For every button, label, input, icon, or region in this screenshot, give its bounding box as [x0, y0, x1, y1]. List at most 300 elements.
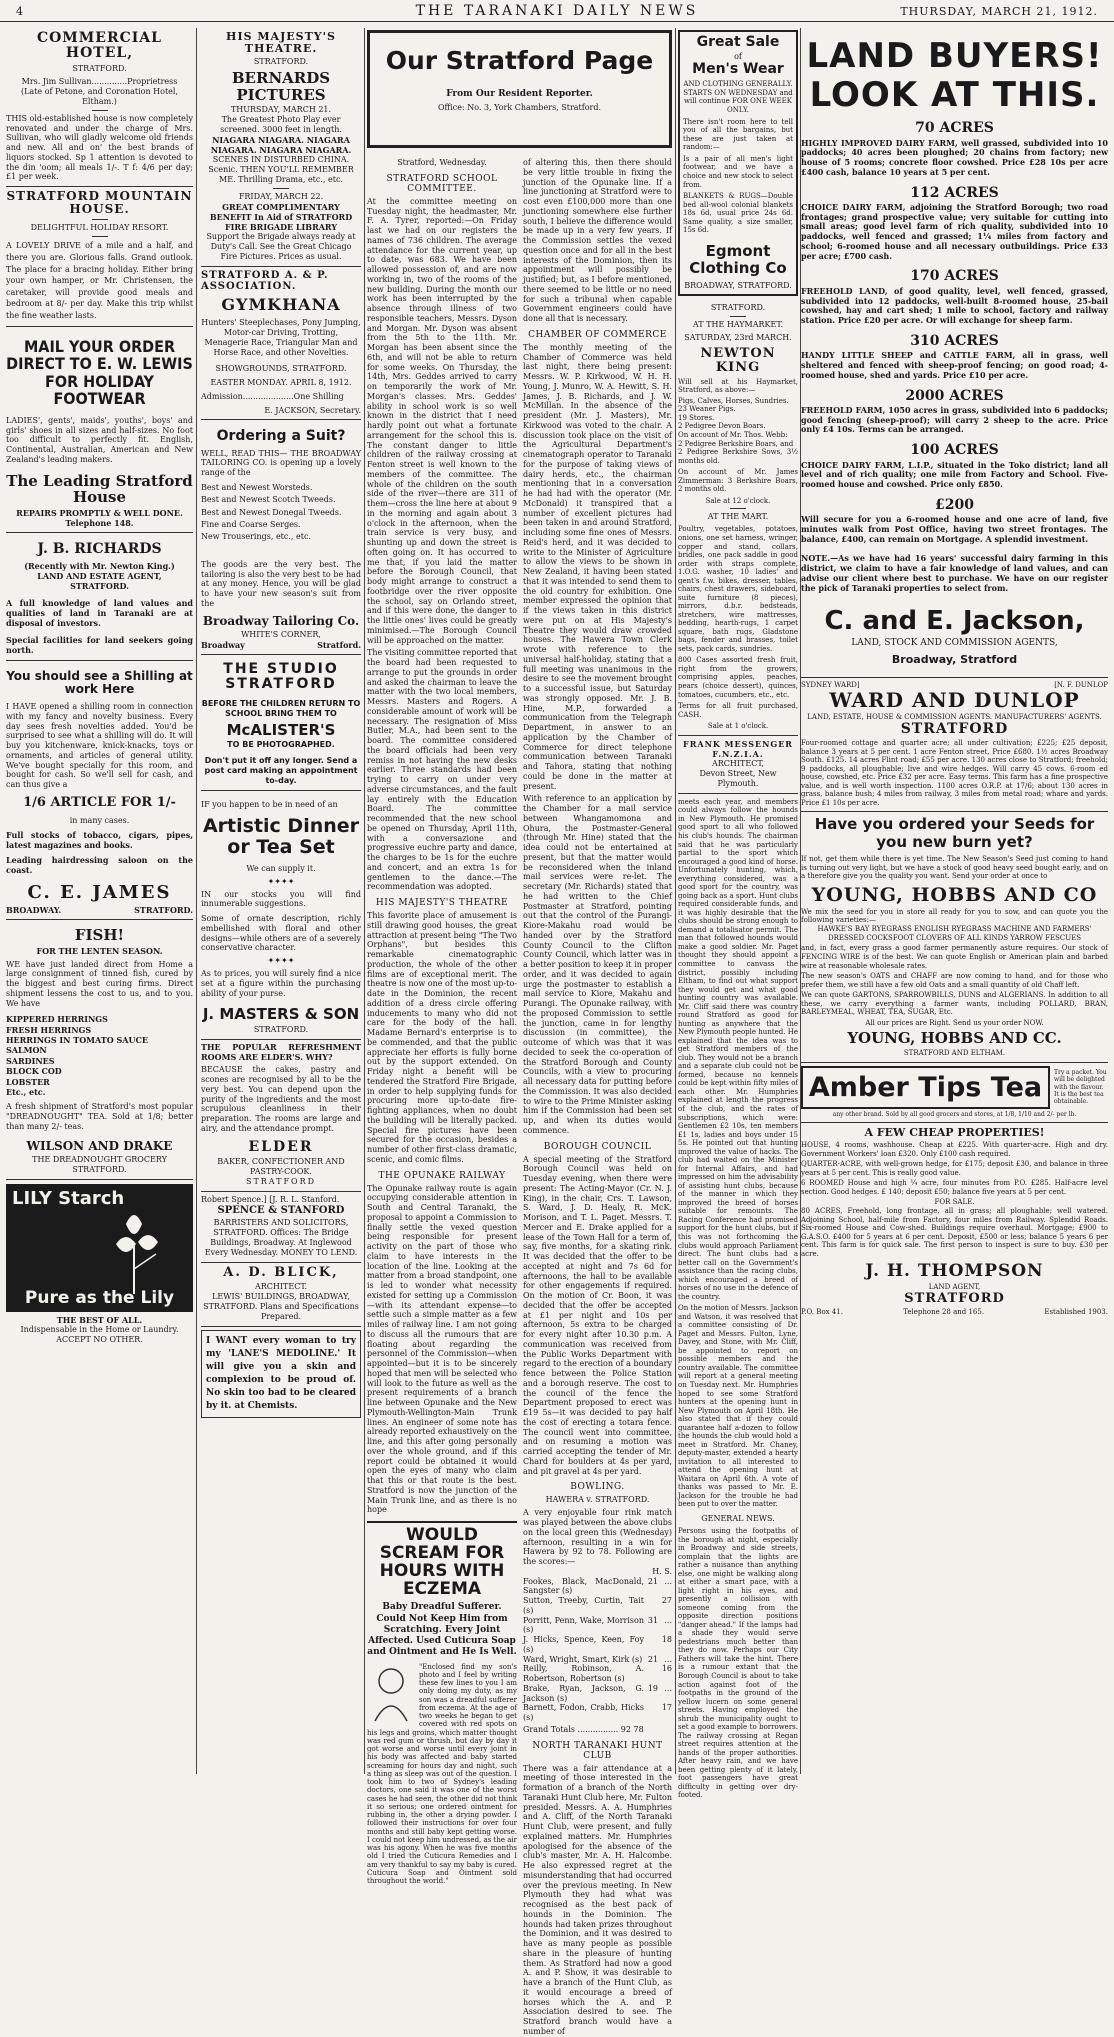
- ad-text: SATURDAY, 23rd MARCH.: [684, 333, 792, 343]
- article-text: At the committee meeting on Tuesday night, the headmaster, Mr. F. A. Tyrer, reported:—On Friday last we had on our registers the names of 736 children. The average attendance for the current year, up to date, was 683. We have been allowed possession of, and are now working in, two of the rooms of the new building. During the month our work has been interrupted by the absence through illness of two responsible teachers, Messrs. Dyson and Morgan. Mr. Dyson was absent from the 5th to the 11th. Mr. Morgan has been absent since the 6th, and will not be able to return for some weeks. On Thursday, the 14th, Mrs. Geddes arrived to carry on temporarily the work of Mr. Morgan's classes. Mrs. Geddes' ability in school work is so well known in the district that I need hardly point out what a fortunate arrangement for the school this is. The constant danger to little children of the railway crossing at Fenton street is well known to the members of the committee. The whole of the children on the south side of the river—there are 311 of them—cross the line here at about 9 in the morning and again about 3 o'clock in the afternoon, when the train service is very busy, and shunting up and down the street is often going on. It has occurred to me that, if you laid the matter before the Borough Council, that body might arrange to construct a footbridge over the river opposite the school, say on Orlando street, and if this were done, the danger to the little ones' lives could be greatly minimised.—The Borough Council will be approached on the matter.: [367, 196, 517, 645]
- ad-title: Broadway Tailoring Co.: [202, 613, 360, 628]
- article-heading: GENERAL NEWS.: [701, 1513, 775, 1523]
- ad-title: STRATFORD MOUNTAIN HOUSE.: [6, 189, 193, 217]
- ad-text: Baby Dreadful Sufferer. Could Not Keep Him from Scratching. Every Joint Affected. Used Cuticura Soap and Ointment and He Is Well.: [367, 1602, 517, 1658]
- ad-text: Don't put it off any longer. Send a post card making an appointment to-day.: [204, 756, 358, 786]
- list-item: Best and Newest Worsteds.: [201, 482, 313, 492]
- ad-text: The goods are the very best. The tailoring is also the very best to be had at any money. Hence, you will be glad to have your new season's suit from the: [201, 559, 361, 608]
- ad-title: J. B. RICHARDS: [37, 540, 162, 557]
- score-h: [644, 1635, 658, 1655]
- ad-text: Poultry, vegetables, potatoes, onions, one set harness, wringer, copper and stand, collars, bridles, one pack saddle in good order with straps complete, 1.O.G. washer, 10 ladies' and gent's f.w. bikes, dresser, tables, chairs, chest drawers, sideboard, suite furniture (8 pieces), mirrors, d.b.r. bedsteads, stretchers, wire mattresses, bedding, hearth-rugs, 1 carpet square, bath rugs, Gladstone bags, fender and brasses, toilet sets, pack cards, sundries.: [678, 525, 798, 653]
- ad-frank-messenger: [678, 736, 798, 794]
- section-subtitle: Office: No. 3, York Chambers, Stratford.: [437, 103, 602, 113]
- ad-text: TO BE PHOTOGRAPHED.: [227, 740, 335, 750]
- ad-elder: [201, 1040, 361, 1192]
- ad-text: CHOICE DAIRY FARM, adjoining the Stratford Borough; two road frontages; grand prospective value; very suitable for cutting into small areas; good level farm of rich quality, subdivided into 10 paddocks, well fenced and grassed; 1¼ miles from factory and school; 6-roomed house and all necessary outbuildings. Price £33 per acre; £700 cash.: [801, 201, 1108, 261]
- ad-location: [201, 640, 361, 650]
- grand-totals: Grand Totals ................ 92 78: [523, 1724, 644, 1734]
- ad-title: Egmont Clothing Co: [689, 241, 787, 277]
- ad-text: IN our stocks you will find innumerable suggestions.: [201, 889, 361, 909]
- ad-title: THE STUDIO STRATFORD: [223, 660, 339, 693]
- bowling-scores: [523, 1577, 672, 1723]
- article-text: With reference to an application by the Chamber for a mail service between Whangamomona and Ohura, the Postmaster-General (through Mr. Hine) stated that the idea could not be entertained at present, but that the matter would be reconsidered when the inland mail services were re-let. The secretary (Mr. Richards) stated that he had written to the Chief Postmaster at Stratford, pointing out that the control of the Purangi-Kiore-Makahu road would be handed over by the Stratford County Council to the Clifton County Council, which latter was in a better position to keep it in proper order, and it was decided to again urge the postmaster to establish a mail service to Kiore, Makahu and Purangi. The Opunake railway, with the proposed Commission to settle the junction, came in for lengthy discussion (in committee), the outcome of which was that it was decided to seek the co-operation of the Stratford Borough and County Councils, with a view to procuring all necessary data for putting before the Commission. It was also decided to wire to the Prime Minister asking him if the Commission had been set up, and when its duties would commence.: [523, 794, 672, 1135]
- ad-text: There isn't room here to tell you of all the bargains, but these are just taken at random:—: [683, 117, 793, 152]
- list-item: Pigs, Calves, Horses, Sundries.: [678, 396, 789, 405]
- fish-list: [6, 1014, 193, 1097]
- score-h: 21: [647, 1576, 658, 1586]
- article-text: A special meeting of the Stratford Borough Council was held on Tuesday evening, when there were present: The Acting-Mayor (Cr. N. J. King), in the chair, Crs. T. Lawson, S. Ward, J. D. Healy, R. McK. Morison, and T. L. Paget. Messrs. T. Mercer and E. Drake applied for a lease of the Town Hall for a term of, say, five months, for a skating rink. It was decided that the offer to be accepted at night and 7s 6d for afternoons, the hall to be available for other engagements if required. On the motion of Cr. Boon, it was decided that the offer be accepted at £1 per night and 10s per afternoon, 5s extra to be charged for every night after 10.30 p.m. A communication was received from the Public Works Department with regard to the erection of a boundary fence between the Police Station and a borough reserve. The cost to the council of the fence the Department proposed to erect was £19 5s—it was decided to pay half the cost of erecting a totara fence. The council went into committee, and on resuming a motion was carried accepting the tender of Mr. Chard for boulders at 4s per yard, and pit gravel at 4s per yard.: [523, 1154, 672, 1476]
- ad-text: SCENES IN DISTURBED CHINA. Scenic. THEN YOU'LL REMEMBER ME. Thrilling Drama, etc., etc.: [208, 155, 354, 185]
- baby-portrait-icon: [367, 1663, 415, 1723]
- ad-text: HOUSE, 4 rooms, washhouse. Cheap at £225. With quarter-acre. High and dry. Government Workers' loan £320. Only £100 cash required.: [801, 1141, 1108, 1158]
- ad-text: Leading hairdressing saloon on the coast.: [6, 854, 193, 875]
- ad-title: YOUNG, HOBBS AND CO: [811, 884, 1098, 906]
- ad-title: Men's Wear: [692, 61, 784, 78]
- ad-text: AT THE HAYMARKET.: [692, 320, 784, 330]
- ad-broadway-tailoring: [201, 420, 361, 655]
- ad-gymkhana: [201, 267, 361, 420]
- ad-text: STRATFORD.: [253, 1024, 309, 1034]
- score-rink: J. Hicks, Spence, Keen, Foy (s): [523, 1635, 644, 1654]
- score-rink: Fookes, Black, MacDonald, Sangster (s): [523, 1576, 644, 1596]
- table-row: [523, 1655, 672, 1665]
- column-5: [801, 28, 1108, 1774]
- ad-text: Devon Street, New Plymouth.: [699, 768, 777, 788]
- article-heading: THE OPUNAKE RAILWAY: [378, 1170, 506, 1181]
- score-rink: Sutton, Treeby, Curtin, Tait (s): [523, 1596, 644, 1615]
- ad-text: HANDY LITTLE SHEEP and CATTLE FARM, all in grass, well sheltered and fenced with sheep-proof fencing; on good road; 4-roomed house, shed and yards. Price £10 per acre.: [801, 350, 1108, 380]
- ad-text: THE BEST OF ALL.: [56, 1314, 143, 1325]
- ad-text: Established 1903.: [1044, 1308, 1108, 1317]
- ad-text: Is a pair of all men's light footwear, and we have a choice and new stock to select from.: [683, 154, 793, 189]
- ad-text: Special facilities for land seekers going north.: [6, 635, 193, 656]
- table-row: [523, 1577, 672, 1597]
- article-heading: BOROUGH COUNCIL: [543, 1141, 652, 1152]
- article-text: The monthly meeting of the Chamber of Commerce was held last night, there being present: Messrs. W. P. Kirkwood, W. H. H. Young, J. Munro, W. A. Hewitt, S. H. James, J. B. Richards, and J. W. McMillan. In the absence of the president (Mr. J. Masters), Mr. Kirkwood was voted to the chair. A discussion took place on the visit of the Agricultural Department's cinematograph operator to Taranaki for the purpose of taking views of dairy herds, etc., the chairman mentioning that in a conversation he had had with the operator (Mr. McDonald) it transpired that a number of excellent pictures had been taken in and around Stratford, including some fine ones of Messrs. Reid's herd, and it was decided to write to the Minister of Agriculture to allow the views to be shown in New Zealand, it having been stated that it was intended to send them to the old country for exhibition. One member expressed the opinion that if the views taken in this district were put on at His Majesty's Theatre they would draw crowded houses. The Hawera Town Clerk wrote with reference to the universal half-holiday, stating that a full meeting was unanimous in the desire to see the movement brought to a successful issue, but Saturday was strongly opposed. Mr. J. B. Hine, M.P., forwarded a communication from the Telegraph Department, in answer to an application by the Chamber of Commerce for direct telephone communication between Taranaki and Tahora, stating that nothing could be done in the matter at present.: [523, 342, 672, 791]
- ad-text: We can quote GARTONS, SPARROWBILLS, DUNS and ALGERIANS. In addition to all these, we carry everything a farmer wants, including POLLARD, BRAN, BARLEYMEAL, WHEAT, TEA, SUGAR, Etc.: [801, 991, 1108, 1017]
- ad-text: Full stocks of tobacco, cigars, pipes, latest magazines and books.: [6, 830, 193, 850]
- ad-text: NOTE.—As we have had 16 years' successful dairy farming in this district, we claim to have a fair knowledge of land values, and can advise our client where best to purchase. We have on our register the pick of Taranaki properties to select from.: [801, 553, 1108, 593]
- ad-text: and, in fact, every grass a good farmer permanently asture requires. Our stock of FENCING WIRE is of the best. We can quote English or American plain and barbed wire at reasonable wholesale rates.: [801, 944, 1108, 970]
- ad-text: All our prices are Right. Send us your order NOW.: [865, 1018, 1044, 1027]
- ad-text: Admission....................One Shilling: [201, 391, 344, 401]
- ad-text: A full knowledge of land values and qualities of land in Taranaki are at disposal of investors.: [6, 598, 193, 628]
- ad-title: Amber Tips Tea: [801, 1066, 1050, 1109]
- ad-text: Telephone 28 and 165.: [903, 1308, 985, 1317]
- ad-lanes-medoline: [201, 1330, 361, 1418]
- ad-text: WHITE'S CORNER,: [241, 629, 321, 639]
- ad-title: STRATFORD: [900, 720, 1009, 737]
- ad-text: STRATFORD.: [70, 581, 129, 592]
- column-1: [6, 28, 193, 1774]
- ad-title: J. H. THOMPSON: [865, 1261, 1044, 1282]
- ad-text: AND CLOTHING GENERALLY. STARTS ON WEDNESDAY and will continue FOR ONE WEEK ONLY.: [683, 79, 793, 115]
- page-number: 4: [16, 5, 24, 18]
- article-text: Persons using the footpaths of the borough at night, especially in Broadway and side streets, complain that the lights are rather a nuisance than anything else, one might be walking along at either a smart pace, with a light right in his eyes, and presently a collision with someone coming from the opposite direction positions "danger ahead." If the lamps had a shade they would serve pedestrians much better than they do now. Perhaps our City Fathers will take the hint. There is a rumour extant that the Borough Council is about to take action against foot of the footpaths in the ground of the yellow lucern on some general streets. Having employed the shrub the municipality ought to set a good example to borrowers. The railway crossing at Regan street requires attention at the hands of the proper authorities. After heavy rain, and we have been getting plenty of it lately, foot passengers have great difficulty in getting over dry-footed.: [678, 1526, 798, 1800]
- score-rink: Brake, Ryan, Jackson, G. Jackson (s): [523, 1683, 644, 1703]
- ad-text: STRATFORD AND ELTHAM.: [903, 1048, 1006, 1057]
- ad-text: THURSDAY, MARCH 21.: [230, 105, 332, 115]
- acreage-heading: 310 ACRES: [910, 332, 999, 349]
- ad-title: YOUNG, HOBBS AND CC.: [847, 1029, 1062, 1048]
- stratford-col-left: [367, 152, 517, 2037]
- list-item: Best and Newest Donegal Tweeds.: [201, 507, 342, 517]
- article-heading: STRATFORD SCHOOL COMMITTEE.: [386, 173, 498, 194]
- ad-title: STRATFORD A. & P. ASSOCIATION.: [201, 270, 329, 293]
- ad-text: BLANKETS & RUGS—Double bed all-wool colonial blankets 18s 6d, usual price 24s 6d. Same quality, a size smaller, 15s 6d.: [683, 192, 793, 235]
- score-h: [644, 1703, 658, 1723]
- suit-list: [201, 482, 361, 544]
- ad-title: FISH!: [74, 926, 125, 945]
- ad-text: I WANT every woman to try my 'LANE'S MEDOLINE.' It will give you a skin and complexion to be proud of. No skin too bad to be cleared by it. at Chemists.: [206, 1336, 356, 1412]
- ad-text: We mix the seed for you in store all ready for you to sow, and can quote you the following varieties:—: [801, 907, 1108, 925]
- list-item: SARDINES: [6, 1055, 55, 1066]
- ad-text: FREEHOLD FARM, 1050 acres in grass, subdivided into 6 paddocks; good fencing (sheep-proof); will carry 2 sheep to the acre. Price only £4 10s. Terms can be arranged.: [801, 404, 1108, 435]
- ad-title: J. MASTERS & SON: [202, 1005, 360, 1024]
- article-text: The visiting committee reported that the board had been requested to arrange to put the grounds in order and asked the chairman to leave the matter with the two local members, Messrs. Masters and Rogers. A considerable amount of work will be necessary. The resignation of Miss Butler, M.A., had been sent to the board. The committee considered the board officials had been very remiss in not having the new desks earlier. Three standards had been trying to carry on under very adverse circumstances, and the fault lay entirely with the Education Board. The committee recommended that the new school be opened on Thursday, April 11th, with a conversazione and progressive euchre party and dance, the charges to be 1s for the euchre and concert, and an extra 1s for gentlemen to the dance.—The recommendation was adopted.: [367, 648, 517, 892]
- ad-title: BERNARDS PICTURES: [231, 69, 331, 104]
- stratford-col-right: [523, 152, 672, 2037]
- amber-row: [801, 1066, 1108, 1109]
- score-h: [644, 1596, 658, 1616]
- score-rink: Reilly, Robinson, A. Robertson, Robertson (s): [523, 1664, 644, 1683]
- ad-text: As to prices, you will surely find a nice set at a figure within the purchasing ability of your purse.: [201, 969, 361, 998]
- ad-text: LADIES', gents', maids', youths', boys' and girls' shoes in all sizes and half-sizes. No foot too difficult to perfectly fit. English, Continental, Australian, American and New Zealand's leading makers.: [6, 415, 193, 464]
- ad-title: 1/6 ARTICLE FOR 1/-: [23, 794, 176, 810]
- ad-text: FRIDAY, MARCH 22.: [238, 192, 324, 202]
- ad-text: I HAVE opened a shilling room in connection with my fancy and novelty business. Every day sees fresh novelties added. You'd be surprised to see what a shilling will do. It will buy you kitchenware, knick-knacks, toys or ornaments, and articles of general utility. We've bought specially for this room, and bought for cash. So we'll sell for cash, and can thus give a: [6, 702, 193, 790]
- ad-ce-james: [6, 661, 193, 920]
- list-item: 19 Stores.: [678, 413, 715, 422]
- ad-text: HIGHLY IMPROVED DAIRY FARM, well grassed, subdivided into 10 paddocks; 40 acres been ploughed; 20 chains from factory; new house of 5 rooms; concrete floor cowshed. Price £28 10s per acre £400 cash, balance 10 years at 5 per cent.: [801, 137, 1108, 177]
- ad-text: LAND AND ESTATE AGENT,: [37, 571, 162, 582]
- score-h: 19: [647, 1683, 658, 1693]
- score-rink: Porritt, Penn, Wake, Morrison (s): [523, 1615, 644, 1635]
- ad-land-buyers: [801, 28, 1108, 678]
- ad-text: STRATFORD.: [253, 57, 309, 67]
- acreage-heading: 2000 ACRES: [905, 387, 1004, 404]
- ad-text: STRATFORD: [245, 1177, 317, 1187]
- list-item: Etc., etc.: [6, 1087, 46, 1098]
- article-text: meets each year, and members could always follow the hounds in New Plymouth. He promised good sport to all who followed his club's hounds. The chairman said that he was particularly partial to the sport which encouraged a good kind of horse. Unfortunately hunting, which, everything considered, was a good sport for the country, was going back as a sport. Hunt clubs required considerable funds, and it was highly desirable that the clubs should be strong enough to demand a totalisator permit. The man that followed hounds would make a good soldier. Mr. Paget thought they should appoint a committee to canvass the district, possibly including Eltham, to find out what support they would get and what good hunting country was available. Mr. Cliff said there was country round Stratford as good for hunting as anywhere that the New Plymouth people hunted. He explained that the idea was to get Stratford members of the club. They would not be a branch and a separate club could not be formed, because no kennels could be kept within fifty miles of each other. Mr. Humphries explained at length the progress of the club, and the rates of subscriptions, which were: Gentlemen £2 10s, ten members £1 1s, ladies and boys under 15 5s. He pointed out that hunting improved the value of hacks. The club had waited on the Minister for Internal Affairs, and had impressed on him the advisability of assisting hunt clubs, because of the manner in which they improved the breed of horses suitable for remounts. The Racing Conference had promised support for the hunt clubs, but if this was not forthcoming the clubs would approach Parliament direct. The hunt clubs had a better call on the Government's assistance than the racing clubs, which encouraged a breed of horses of no use in the defence of the country.: [678, 797, 798, 1301]
- ad-text: FOR THE LENTEN SEASON.: [36, 945, 163, 956]
- ad-great-sale: [678, 30, 798, 296]
- ad-text: LAND, STOCK AND COMMISSION AGENTS,: [851, 638, 1058, 649]
- ad-text: Support the Brigade always ready at Duty's Call. See the Great Chicago Fire Pictures. Prices as usual.: [206, 232, 356, 262]
- score-s: ...: [664, 1615, 672, 1625]
- score-s: ...: [664, 1576, 672, 1586]
- ad-text: STRATFORD.: [72, 1164, 127, 1174]
- ad-text: Will secure for you a 6-roomed house and one acre of land, five minutes walk from Post Office, having two street frontages. The balance, £400, can remain on Mortgage. A splendid investment.: [801, 514, 1108, 544]
- ad-text: BEFORE THE CHILDREN RETURN TO SCHOOL BRING THEM TO: [201, 698, 361, 718]
- ad-text: IF you happen to be in need of an: [201, 800, 338, 810]
- ad-text: of: [734, 52, 742, 62]
- ad-text: Terms for all fruit purchased, CASH.: [678, 702, 798, 719]
- article-text: This favorite place of amusement is still drawing good houses, the great attraction at present being "The Two Orphans", but besides this remarkable cinematographic production, the whole of the other films are of exceptional merit. The theatre is now one of the most up-to-date in the Dominion, the recent addition of a dress circle offering inducements to many who did not care for the body of the hall. Madame Bernard's enterprise is to be commended, and that the public appreciate her efforts is fully borne out by the support extended. On Friday night a benefit will be tendered the Stratford Fire Brigade, in order to help supplying funds for procuring more up-to-date fire-fighting appliances, when no doubt the building will be literally packed. Special fire pictures have been secured for the occasion, besides a number of other first-class dramatic, scenic, and comic films.: [367, 911, 517, 1164]
- list-item: FRESH HERRINGS: [6, 1024, 92, 1035]
- list-item: 2 Pedigree Berkshire Boars, and: [678, 439, 794, 448]
- article-text: There was a fair attendance at a meeting of those interested in the formation of a branch of the North Taranaki Hunt Club here, Mr. Fulton presided. Messrs. A. A. Humphries and A. Cliff, of the North Taranaki Hunt Club, were present, and fully explained matters. Mr. Humphries apologised for the absence of the club's master, Mr. A. H. Halcombe. He also expressed regret at the misunderstanding that had occurred over the previous meeting. In New Plymouth they had what was recognised as the best pack of hounds in the Dominion. The hounds had taken prizes throughout the Dominion, and it was desired to have as many people as possible share in the pleasure of hunting them. As Stratford had now a good A. and P. Show, it was desirable to have a branch of the Hunt Club, as it would encourage a breed of horses which the A. and P. Association desired to see. The Stratford branch would have a number of: [523, 1763, 672, 2036]
- ad-cuticura: [367, 1521, 517, 1885]
- ad-text: SHOWGROUNDS, STRATFORD.: [215, 363, 347, 373]
- section-subtitle: From Our Resident Reporter.: [446, 89, 593, 99]
- acreage-heading: £200: [935, 496, 974, 513]
- ad-his-majestys-theatre: [201, 28, 361, 267]
- ad-title: LILY Starch: [12, 1187, 125, 1209]
- ad-text: ARCHITECT.: [254, 1282, 308, 1292]
- ad-title: Artistic Dinner or Tea Set: [202, 814, 360, 858]
- stratford-page-banner: [367, 30, 672, 148]
- divider: [730, 316, 746, 317]
- ad-text: Robert Spence.] [J. R. L. Stanford.: [201, 1195, 340, 1205]
- ad-title: GYMKHANA: [221, 295, 341, 315]
- article-heading: HIS MAJESTY'S THEATRE: [375, 898, 509, 908]
- list-item: LOBSTER: [6, 1076, 50, 1087]
- ad-text: THE DREADNOUGHT GROCERY: [32, 1154, 167, 1164]
- ad-young-hobbs: [801, 812, 1108, 1062]
- score-s: 18: [661, 1635, 672, 1644]
- table-row: [523, 1596, 672, 1616]
- ad-mountain-house: [6, 187, 193, 327]
- ad-title: SPENCE & STANFORD: [217, 1204, 345, 1216]
- ad-title: C. and E. Jackson,: [824, 606, 1085, 637]
- list-item: KIPPERED HERRINGS: [6, 1014, 108, 1025]
- ad-text: BAKER, CONFECTIONER AND PASTRY-COOK.: [217, 1157, 345, 1177]
- ad-text: AT THE MART.: [707, 512, 769, 522]
- ornament: ✦✦✦✦: [267, 876, 295, 886]
- ad-text: WE have just landed direct from Home a large consignment of tinned fish, cured by the biggest and best curing firms. Direct shipment lessens the cost to us, and to you. We have: [6, 959, 193, 1008]
- divider: [92, 219, 108, 220]
- article-heading: BOWLING.: [570, 1482, 625, 1493]
- ad-location: [6, 905, 193, 915]
- ad-text: NIAGARA NIAGARA. NIAGARA NIAGARA. NIAGARA NIAGARA.: [210, 135, 352, 156]
- ad-text: [N. F. DUNLOP: [1054, 681, 1108, 690]
- ad-text: STRATFORD.: [72, 63, 127, 73]
- score-s: 27: [661, 1596, 672, 1605]
- table-row: [523, 1635, 672, 1655]
- ad-jh-thompson: [801, 1127, 1108, 1316]
- article-text: The Opunake railway route is again occupying considerable attention in South and Central Taranaki, the proposal to appoint a Commission to finally settle the vexed question being responsible for present activity on the part of those who claim to have interests in the location of the line. Looking at the matter from a broad standpoint, one is led to wonder what necessity existed for setting up a Commission—with its attendant expense—to settle such a simple matter as a few miles of railway line. I am not going to discuss all the rumours that are floating about regarding the personnel of the Commission—when appointed—but it is to be sincerely hoped that men will be selected who will look to the future as well as the present requirements of a branch line between Opunake and the New Plymouth-Wellington-Main Trunk lines. An engineer of some note has already reported exhaustively on the line, and this after going personally over the whole ground, and if this report could be obtained it would open the eyes of many who claim that this or that route is the best. Stratford is now the junction of the Main Trunk line, and as there is no hope: [367, 1183, 517, 1515]
- acreage-heading: 70 ACRES: [915, 120, 994, 137]
- article-text: A very enjoyable four rink match was played between the above clubs on the local green this (Wednesday) afternoon, resulting in a win for Hawera by 92 to 78. Following are the scores:—: [523, 1508, 672, 1566]
- table-row: [523, 1616, 672, 1636]
- list-item: BLOCK COD: [6, 1066, 62, 1077]
- ornament: ✦✦✦✦: [267, 956, 295, 966]
- list-item: 2 Pedigree Berkshire Sows, 3½ months old.: [678, 448, 798, 465]
- score-s: 17: [661, 1703, 672, 1713]
- newspaper-title: THE TARANAKI DAILY NEWS: [415, 3, 699, 19]
- ad-commercial-hotel: [6, 28, 193, 187]
- masthead: [0, 0, 1114, 22]
- ad-text: "Enclosed find my son's photo and I feel by writing these few lines to you I am only doing my duty, as my son was a dreadful sufferer from eczema. At the age of two weeks he began to get covered with red spots on his legs and groins, which matter thought was red gum or thrush, but day by day it got worse and worse until every joint in his body was affected and baby started screaming for hours day and night, such a thing as sleep was out of the question. I took him to two of Sydney's leading doctors, one said it was one of the worst cases he had seen, the other did not think it so serious; one ordered ointment for rubbing in, the other a drying powder. I followed their instructions for over four months and still baby kept getting worse. I could not keep him undressed, as the air was his agony. When he was five months old I tried the Cuticura Remedies and I am very thankful to say my baby is cured. Cuticura Soap and Ointment sold throughout the world.": [367, 1662, 517, 1886]
- acreage-heading: 100 ACRES: [910, 442, 999, 459]
- ad-text: Indispensable in the Home or Laundry. ACCEPT NO OTHER.: [20, 1324, 179, 1344]
- ad-text: STRATFORD.: [710, 303, 766, 313]
- section-title: Our Stratford Page: [385, 46, 654, 75]
- score-s: 16: [661, 1664, 672, 1674]
- lily-illustration: [6, 1184, 193, 1312]
- list-item: 2 Pedigree Devon Boars.: [678, 422, 766, 431]
- ad-title: The Leading Stratford House: [6, 471, 193, 507]
- ad-text: HAWKE'S BAY RYEGRASS ENGLISH RYEGRASS MACHINE AND FARMERS' DRESSED COCKSFOOT CLOVERS OF ALL KINDS YARROW FESCUES: [817, 924, 1092, 942]
- ad-text: FREEHOLD LAND, of good quality, level, well fenced, grassed, subdivided into 12 paddocks, well-built 8-roomed house, 25-bail cowshed, hay and cart shed; 1 mile to school, factory and railway station. Price £20 per acre. Or will exchange for sheep farm.: [801, 285, 1108, 326]
- ad-text: A LOVELY DRIVE of a mile and a half, and there you are. Glorious falls. Grand outlook. The place for a bracing holiday. Either bring your own hamper, or Mr. Christensen, the caretaker, will provide good meals and bedroom at 8/- per day. Make this trip whilst the fine weather lasts.: [6, 241, 193, 320]
- score-h: [644, 1664, 658, 1684]
- ad-text: A fresh shipment of Stratford's most popular "DREADNOUGHT" TEA. Sold at 1/8; better than many 2/- teas.: [6, 1102, 193, 1131]
- ad-text: THIS old-established house is now completely renovated and under the charge of Mrs. Sullivan, who will gladly welcome old friends and new. All and on' the best brands of liquors stocked. Sp 1 attention is devoted to the din 'oom; all meals 1/-. T f: 4/6 per day; £1 per week.: [6, 113, 193, 182]
- ad-text: BROADWAY.: [6, 905, 62, 916]
- ad-title: COMMERCIAL HOTEL,: [36, 30, 163, 62]
- ad-text: GREAT COMPLIMENTARY BENEFIT In Aid of STRATFORD FIRE BRIGADE LIBRARY: [209, 202, 353, 233]
- list-item: On account of Mr. Thos. Webb:: [678, 430, 788, 439]
- divider: [92, 236, 108, 237]
- ad-text: The new season's OATS and CHAFF are now coming to hand, and for those who prefer them, we still have a few old Oats and a small quantity of old Chaff left.: [801, 972, 1108, 989]
- table-row: [523, 1684, 672, 1704]
- dateline: Stratford, Wednesday.: [397, 158, 487, 167]
- score-h: 21: [647, 1654, 658, 1664]
- ad-text: Some of ornate description, richly embellished with floral and other designs—while others are of a severely conservative character.: [201, 914, 361, 953]
- ad-text: Sale at 12 o'clock.: [705, 496, 771, 505]
- list-item: New Trouserings, etc., etc.: [201, 532, 311, 542]
- article-heading: NORTH TARANAKI HUNT CLUB: [532, 1740, 663, 1761]
- ad-text: LEWIS' BUILDINGS, BROADWAY, STRATFORD. Plans and Specifications Prepared.: [203, 1292, 359, 1322]
- ad-text: Telephone 148.: [65, 517, 134, 528]
- ad-text: The Greatest Photo Play ever screened. 3000 feet in length.: [220, 115, 342, 135]
- ad-text: Try a packet. You will be delighted with the flavour. It is the best tea obtainable.: [1054, 1069, 1107, 1105]
- ad-title: You should see a Shilling at work Here: [6, 668, 193, 697]
- ad-text: Sale at 1 o'clock.: [707, 722, 769, 731]
- list-item: SALMON: [6, 1045, 47, 1056]
- column-4: [678, 28, 798, 1800]
- ad-title: McALISTER'S: [226, 720, 336, 739]
- ad-text: 80 ACRES, Freehold, long frontage, all in grass; all ploughable; well watered. Adjoining School, half-mile from Factory, four miles from Railway. Splendid Roads. Six-roomed House and Cow-shed. Buildings require overhaul. Mortgage; £900 to G.A.S.O. £400 for 5 years at 6 per cent. Deposit, £500 or less; balance 5 years 6 per cent. This farm is for quick sale. The first person to inspect is sure to buy. £30 per acre.: [801, 1207, 1108, 1258]
- column-rule: [364, 28, 365, 1774]
- score-header: H. S.: [652, 1566, 672, 1576]
- ad-ew-lewis: [6, 327, 193, 533]
- ad-slogan: Pure as the Lily: [24, 1287, 175, 1308]
- ad-title: FRANK MESSENGER F.N.Z.I.A.: [683, 738, 793, 759]
- divider: [92, 110, 108, 111]
- ad-text: 6 ROOMED House and high ¼ acre, four minutes from P.O. £285. Half-acre level section. Good hedges. £ 140; deposit £50; balance five years at 5 per cent.: [801, 1179, 1108, 1196]
- ad-the-studio: [201, 655, 361, 791]
- ad-text: DELIGHTFUL HOLIDAY RESORT.: [30, 223, 169, 233]
- article-heading: CHAMBER OF COMMERCE: [528, 329, 667, 340]
- ad-footer: [801, 1308, 1108, 1316]
- table-row: [523, 1664, 672, 1684]
- ad-wilson-drake: [6, 920, 193, 1180]
- ad-text: STRATFORD.: [134, 905, 193, 916]
- ad-ward-dunlop: [801, 678, 1108, 812]
- list-item: Fine and Coarse Serges.: [201, 520, 301, 530]
- divider: [730, 508, 746, 509]
- issue-date: THURSDAY, MARCH 21, 1912.: [900, 5, 1098, 18]
- ad-text: REPAIRS PROMPTLY & WELL DONE.: [16, 507, 183, 518]
- nk-list: [678, 397, 798, 465]
- ad-title: WILSON AND DRAKE: [26, 1138, 173, 1153]
- score-rink: Ward, Wright, Smart, Kirk (s): [523, 1654, 643, 1664]
- ad-title: NEWTON KING: [700, 346, 776, 376]
- ad-text: BARRISTERS AND SOLICITORS, STRATFORD. Offices: The Bridge Buildings, Broadway. At Inglewood Every Wednesday. MONEY TO LEND.: [204, 1217, 358, 1257]
- ad-title: THE POPULAR REFRESHMENT ROOMS ARE ELDER'S. WHY?: [201, 1041, 361, 1062]
- ad-text: Stratford.: [317, 639, 361, 650]
- ad-title: Great Sale: [696, 34, 780, 50]
- ad-text: On account of Mr. James Zimmerman: 3 Berkshire Boars, 2 months old.: [678, 468, 798, 494]
- column-stratford-page: [367, 28, 672, 2036]
- ad-text: Broadway: [201, 639, 245, 650]
- column-rule: [675, 28, 676, 1774]
- score-rink: Barnett, Fodon, Crabb, Hicks (s): [523, 1703, 644, 1722]
- ad-text: Hunters' Steeplechases, Pony Jumping, Motor-car Driving, Trotting, Menagerie Race, Triangular Man and Horse Race, and other Novelties.: [201, 317, 361, 357]
- ad-text: Four-roomed cottage and quarter acre; all under cultivation; £225; £25 deposit, balance 3 years at 5 per cent. 1 acre Fenton street, Price £680. 1½ acres Broadway South. £125. 14 acres Flint road; £55 per acre. 130 acres close to Stratford; freehold; 9 paddocks, all ploughable; live and wire hedges. Will carry 45 cows. 6-room ed house, cowshed, etc. Price £32 per acre. Easy terms. This farm has a fine prospective value, and is well worth inspection. 1100 acres O.R.P. at 17/6; about 130 acres in grass, balance bush; 4 miles from railway, 3 miles from metal road; whare and yards. Price £1 10s per acre.: [801, 739, 1108, 807]
- ad-title: A FEW CHEAP PROPERTIES!: [864, 1126, 1045, 1140]
- ad-text: QUARTER-ACRE, with well-grown hedge, for £175; deposit £30, and balance in three years at 5 per cent. This is really good value.: [801, 1160, 1108, 1177]
- ad-text: ARCHITECT,: [711, 758, 765, 768]
- ad-text: LAND, ESTATE, HOUSE & COMMISSION AGENTS. MANUFACTURERS' AGENTS.: [807, 713, 1102, 722]
- acreage-heading: 112 ACRES: [910, 184, 999, 201]
- ad-text: P.O. Box 41.: [801, 1308, 843, 1317]
- score-s: ...: [664, 1654, 672, 1664]
- ad-text: 800 Cases assorted fresh fruit, right from the growers, comprising apples, peaches, pears (choice dessert), quinces, tomatoes, cucumbers, etc., etc.: [678, 656, 798, 699]
- ad-text: BECAUSE the cakes, pastry and scones are recognised by all to be the very best. You can depend upon the purity of the ingredients and the most scrupulous cleanliness in their preparation. The rooms are large and airy, and the attendance prompt.: [201, 1065, 361, 1133]
- score-s: ...: [664, 1683, 672, 1693]
- ad-text: Will sell at his Haymarket, Stratford, as above:—: [678, 377, 798, 395]
- ad-text: Broadway, Stratford: [891, 653, 1018, 667]
- ad-text: WELL, READ THIS— THE BROADWAY TAILORING CO. is opening up a lovely range of the: [201, 448, 361, 478]
- ad-text: (Late of Petone, and Coronation Hotel, Eltham.): [21, 86, 178, 106]
- ad-title: STRATFORD: [904, 1290, 1005, 1306]
- score-h: 31: [647, 1615, 658, 1625]
- ad-title: C. E. JAMES: [27, 882, 172, 904]
- list-item: HERRINGS IN TOMATO SAUCE: [6, 1035, 148, 1046]
- ad-j-masters: [201, 791, 361, 1040]
- divider: [273, 188, 289, 189]
- ad-text: BROADWAY, STRATFORD.: [684, 281, 792, 291]
- ad-text: If not, get them while there is yet time. The New Season's Seed just coming to hand is turning out very light, but we have a stock of good heavy seed bought early, and on a therefore give you the quality you want. Send your order at once to: [801, 855, 1108, 881]
- article-text: On the motion of Messrs. Jackson and Watson, it was resolved that a committee consisting of Dr. Paget and Messrs. Fulton, Lyne, Davey, and Stone, with Mr. Cliff, be appointed to report on possible members and the country available. The committee will report at a general meeting on Tuesday next. Mr. Humphries hoped to see some Stratford hunters at the opening hunt in New Plymouth on April 18th. He also stated that if they could guarantee half a-dozen to follow the hounds the club would hold a meet in Stratford. Mr. Chaney, deputy-master, extended a hearty invitation to all interested to attend the opening hunt at Waitara on April 6th. A vote of thanks was passed to Mr. E. Jackson for the trouble he had been put to over the matter.: [678, 1304, 798, 1509]
- ad-spence-stanford: [201, 1192, 361, 1263]
- article-text: of altering this, then there should be very little trouble in fixing the junction of the Opunake line. If a line junctioning at Stratford were to cost even £100,000 more than one junctioning somewhere else further south, I believe the difference would be made up in a very few years. If the Commission settles the vexed question once and for all in the best interests of the Dominion, then its appointment will possibly be justified; but, as I before mentioned, there seemed to be little or no need for such a tribunal when capable Government engineers could have done all that is necessary.: [523, 158, 672, 323]
- ad-text: (Recently with Mr. Newton King.): [24, 561, 175, 572]
- ad-text: SYDNEY WARD]: [801, 681, 860, 690]
- ad-text: any other brand. Sold by all good grocers and stores, at 1/8, 1/10 and 2/- per lb.: [832, 1110, 1077, 1118]
- ad-title: ELDER: [248, 1138, 314, 1155]
- ad-text: FOR SALE.: [934, 1198, 975, 1207]
- ad-text: We can supply it.: [246, 863, 316, 873]
- ad-lily-starch: [6, 1180, 193, 1345]
- ad-newton-king: [678, 300, 798, 736]
- column-rule: [196, 28, 197, 1774]
- ad-text: LAND AGENT,: [928, 1283, 981, 1292]
- ad-text: in many cases.: [69, 816, 130, 826]
- list-item: 23 Weaner Pigs.: [678, 405, 736, 414]
- ad-title: A. D. BLICK,: [223, 1264, 339, 1280]
- list-item: Best and Newest Scotch Tweeds.: [201, 495, 336, 505]
- ad-text: EASTER MONDAY. APRIL 8, 1912.: [210, 377, 352, 387]
- ad-title: Ordering a Suit?: [216, 428, 346, 445]
- table-row: [523, 1703, 672, 1723]
- ad-ad-blick: [201, 1263, 361, 1327]
- article-subheading: HAWERA v. STRATFORD.: [545, 1495, 650, 1505]
- ad-title: HIS MAJESTY'S THEATRE.: [226, 30, 336, 56]
- ad-title: LAND BUYERS! LOOK AT THIS.: [806, 36, 1103, 116]
- baby-illustration: [367, 1663, 415, 1723]
- ad-text: E. JACKSON, Secretary.: [264, 405, 361, 415]
- ad-title: MAIL YOUR ORDER DIRECT TO E. W. LEWIS FOR HOLIDAY FOOTWEAR: [6, 336, 193, 409]
- ad-jb-richards: [6, 533, 193, 661]
- ad-title: WOULD SCREAM FOR HOURS WITH ECZEMA: [379, 1525, 505, 1599]
- ad-text: CHOICE DAIRY FARM, L.I.P., situated in the Toko district; land all level and of rich quality; one mile from Factory and School. Five-roomed house and cowshed. Price only £850.: [801, 459, 1108, 490]
- ad-title: WARD AND DUNLOP: [829, 688, 1080, 713]
